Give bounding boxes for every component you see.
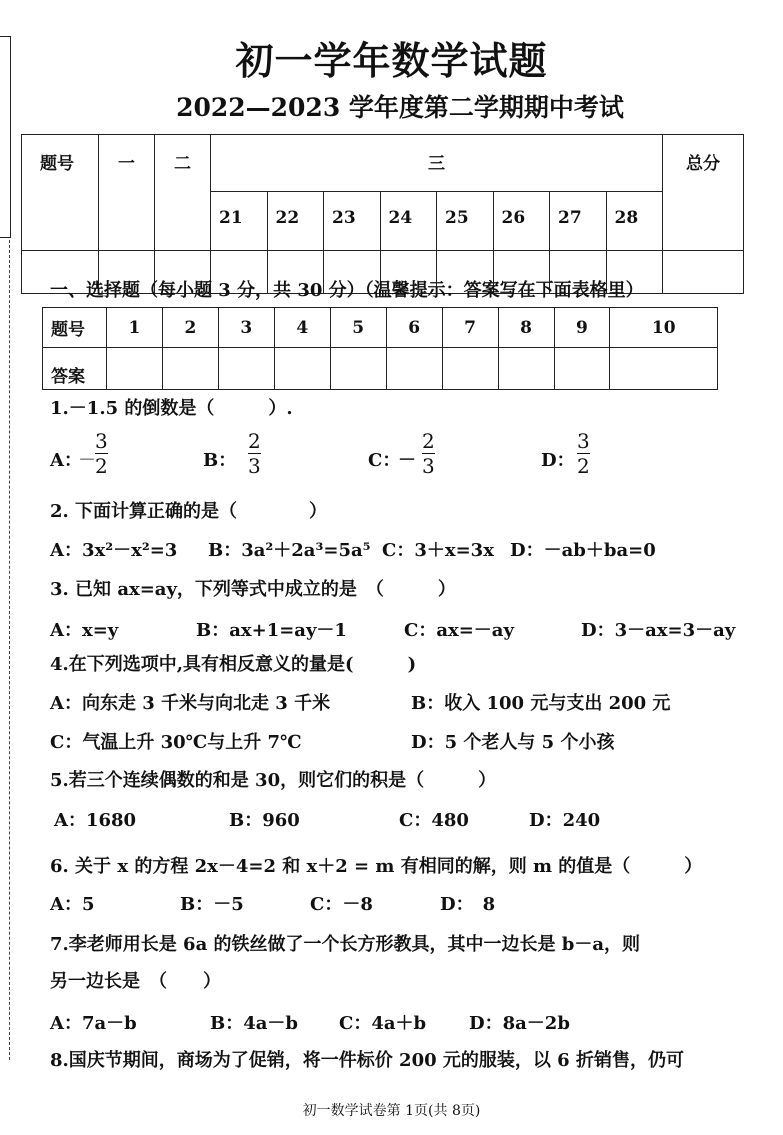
page-footer: 初一数学试卷第 1页(共 8页): [302, 1103, 481, 1119]
q6-option-d: D： 8: [440, 894, 496, 915]
q6-option-c: C：－8: [310, 894, 373, 915]
q6-option-b: B：－5: [180, 894, 244, 915]
score-label: 题号: [22, 135, 99, 251]
q5-option-c: C：480: [399, 810, 469, 831]
q2-option-d: D：－ab＋ba=0: [510, 540, 656, 561]
q7-option-c: C：4a＋b: [339, 1013, 427, 1034]
q1-option-d-fraction: [577, 430, 590, 477]
answer-num: 6: [386, 308, 442, 348]
answer-num: 7: [442, 308, 498, 348]
page-subtitle: 2022—2023 学年度第二学期期中考试: [176, 93, 624, 122]
score-q23: 23: [324, 192, 381, 251]
question-1: 1.－1.5 的倒数是（ ）.: [50, 398, 293, 419]
answer-cell[interactable]: [610, 348, 718, 390]
question-4: 4.在下列选项中,具有相反意义的量是( ): [50, 654, 417, 675]
score-q26: 26: [493, 192, 550, 251]
q4-option-b: B：收入 100 元与支出 200 元: [411, 693, 671, 714]
q7-option-b: B：4a－b: [210, 1013, 298, 1034]
answer-cell[interactable]: [498, 348, 554, 390]
denominator: 3: [422, 454, 435, 478]
q1-option-b-label: B：: [203, 450, 237, 471]
q1-option-a-sign: －: [78, 450, 96, 471]
score-q24: 24: [380, 192, 437, 251]
answer-row-label: 题号: [43, 308, 107, 348]
numerator: 2: [248, 429, 261, 453]
q4-option-c: C：气温上升 30℃与上升 7℃: [50, 732, 302, 753]
q5-option-a: A：1680: [54, 810, 137, 831]
q1-option-d-label: D：: [541, 450, 575, 471]
score-table: [21, 134, 744, 294]
answer-label: 答案: [43, 348, 107, 390]
score-q28: 28: [606, 192, 663, 251]
q7-option-a: A：7a－b: [50, 1013, 137, 1034]
denominator: 3: [248, 454, 261, 478]
q2-option-a: A：3x²－x²=3: [50, 540, 178, 561]
denominator: 2: [95, 454, 108, 478]
q4-option-a: A：向东走 3 千米与向北走 3 千米: [50, 693, 331, 714]
page-title: 初一学年数学试题: [235, 38, 548, 83]
answer-num: 10: [610, 308, 718, 348]
answer-cell[interactable]: [107, 348, 163, 390]
answer-cell[interactable]: [554, 348, 610, 390]
answer-num: 3: [218, 308, 274, 348]
answer-cell[interactable]: [386, 348, 442, 390]
q6-option-a: A：5: [50, 894, 95, 915]
answer-table: [42, 307, 718, 390]
answer-cell[interactable]: [442, 348, 498, 390]
score-q25: 25: [437, 192, 494, 251]
question-5: 5.若三个连续偶数的和是 30，则它们的积是（ ）: [50, 770, 497, 791]
q2-option-b: B：3a²＋2a³=5a⁵: [208, 540, 371, 561]
q3-option-b: B：ax+1=ay－1: [196, 620, 347, 641]
numerator: 2: [422, 429, 435, 453]
answer-num: 1: [107, 308, 163, 348]
answer-cell[interactable]: [162, 348, 218, 390]
q2-option-c: C：3＋x=3x: [382, 540, 494, 561]
section-heading: 一、选择题（每小题 3 分，共 30 分）（温馨提示：答案写在下面表格里）: [50, 280, 644, 301]
question-7-line-1: 7.李老师用长是 6a 的铁丝做了一个长方形教具，其中一边长是 b－a，则: [50, 934, 641, 955]
answer-cell[interactable]: [330, 348, 386, 390]
q3-option-a: A：x=y: [50, 620, 119, 641]
answer-num: 8: [498, 308, 554, 348]
q3-option-c: C：ax=－ay: [404, 620, 514, 641]
answer-cell[interactable]: [218, 348, 274, 390]
q1-option-c-label: C：: [368, 450, 401, 471]
score-section-1: 一: [99, 135, 155, 251]
score-total: 总分: [663, 135, 744, 251]
answer-cell[interactable]: [274, 348, 330, 390]
score-cell[interactable]: [663, 251, 744, 294]
score-q22: 22: [267, 192, 324, 251]
binding-line: [9, 240, 10, 1060]
q1-option-b-fraction: [248, 430, 261, 477]
q7-option-d: D：8a－2b: [469, 1013, 570, 1034]
numerator: 3: [577, 429, 590, 453]
question-2: 2. 下面计算正确的是（ ）: [50, 501, 328, 522]
answer-num: 2: [162, 308, 218, 348]
numerator: 3: [95, 429, 108, 453]
question-3: 3. 已知 ax=ay，下列等式中成立的是 （ ）: [50, 579, 456, 600]
score-section-2: 二: [155, 135, 211, 251]
answer-num: 9: [554, 308, 610, 348]
q1-option-c-sign: －: [398, 450, 416, 471]
score-q21: 21: [211, 192, 268, 251]
answer-num: 4: [274, 308, 330, 348]
score-q27: 27: [550, 192, 607, 251]
question-6: 6. 关于 x 的方程 2x－4=2 和 x＋2 = m 有相同的解，则 m 的值是（ ）: [50, 856, 703, 877]
q1-option-c-fraction: [422, 430, 435, 477]
answer-num: 5: [330, 308, 386, 348]
q1-option-a-fraction: [95, 430, 108, 477]
question-8: 8.国庆节期间，商场为了促销，将一件标价 200 元的服装，以 6 折销售，仍可: [50, 1050, 684, 1071]
denominator: 2: [577, 454, 590, 478]
q5-option-b: B：960: [229, 810, 300, 831]
score-section-3: 三: [211, 135, 663, 192]
q5-option-d: D：240: [529, 810, 601, 831]
q4-option-d: D：5 个老人与 5 个小孩: [411, 732, 615, 753]
q1-option-a-label: A：: [50, 450, 82, 471]
question-7-line-2: 另一边长是 （ ）: [50, 971, 221, 992]
q3-option-d: D：3－ax=3－ay: [581, 620, 736, 641]
